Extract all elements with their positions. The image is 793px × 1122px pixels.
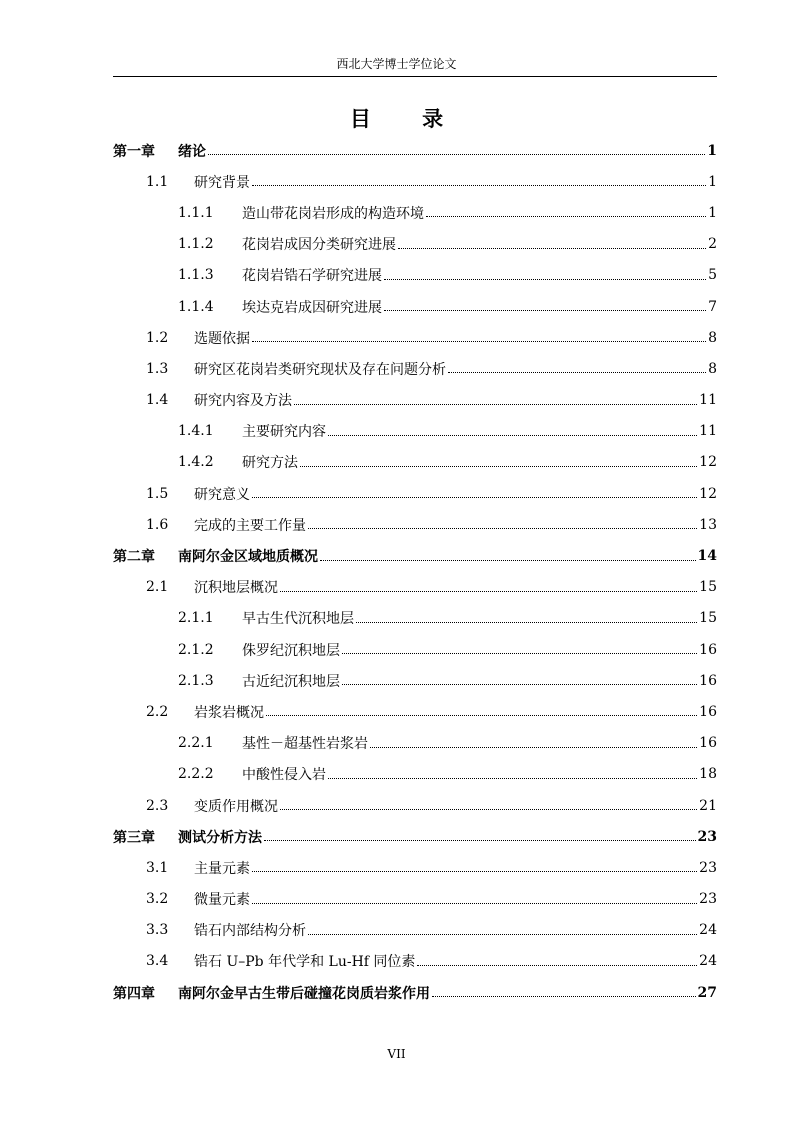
toc-entry-number: 3.1 <box>146 859 169 876</box>
toc-entry-page: 16 <box>699 641 717 658</box>
toc-entry-number: 1.1.2 <box>178 236 214 253</box>
toc-dot-leader <box>294 390 697 405</box>
toc-entry[interactable] <box>113 322 717 353</box>
toc-entry-page: 1 <box>708 173 717 190</box>
toc-dot-leader <box>252 327 706 342</box>
toc-entry-page: 16 <box>699 703 717 720</box>
toc-entry[interactable] <box>113 759 717 790</box>
toc-entry-number: 2.1.2 <box>178 641 214 658</box>
toc-entry[interactable] <box>113 977 717 1008</box>
toc-entry[interactable] <box>113 665 717 696</box>
toc-entry-page: 16 <box>699 735 717 752</box>
toc-entry[interactable] <box>113 197 717 228</box>
toc-entry-label: 主量元素 <box>194 860 250 877</box>
toc-entry-label: 古近纪沉积地层 <box>242 673 340 690</box>
toc-entry[interactable] <box>113 852 717 883</box>
toc-entry-page: 8 <box>708 329 717 346</box>
toc-entry-number: 第四章 <box>113 985 155 1002</box>
toc-dot-leader <box>300 452 697 467</box>
toc-entry[interactable] <box>113 447 717 478</box>
toc-entry[interactable] <box>113 790 717 821</box>
toc-entry-label: 南阿尔金早古生带后碰撞花岗质岩浆作用 <box>178 985 430 1002</box>
toc-entry-label: 变质作用概况 <box>194 798 278 815</box>
toc-dot-leader <box>398 234 706 249</box>
toc-entry-label: 侏罗纪沉积地层 <box>242 642 340 659</box>
toc-entry-number: 3.2 <box>146 891 169 908</box>
toc-entry-label: 锆石内部结构分析 <box>194 923 306 940</box>
toc-dot-leader <box>308 514 697 529</box>
toc-entry-number: 1.1.1 <box>178 204 214 221</box>
toc-entry[interactable] <box>113 728 717 759</box>
toc-dot-leader <box>426 202 706 217</box>
toc-dot-leader <box>252 889 697 904</box>
toc-entry-label: 选题依据 <box>194 330 250 347</box>
toc-dot-leader <box>417 951 697 966</box>
toc-dot-leader <box>280 577 697 592</box>
toc-dot-leader <box>280 795 697 810</box>
toc-entry[interactable] <box>113 634 717 665</box>
toc-entry-page: 16 <box>699 672 717 689</box>
toc-dot-leader <box>208 140 705 155</box>
toc-entry[interactable] <box>113 416 717 447</box>
toc-entry[interactable] <box>113 603 717 634</box>
toc-dot-leader <box>308 920 697 935</box>
toc-entry-number: 1.5 <box>146 485 169 502</box>
toc-entry-page: 23 <box>699 859 717 876</box>
toc-dot-leader <box>252 171 706 186</box>
toc-entry-number: 1.4.1 <box>178 423 214 440</box>
toc-entry-label: 测试分析方法 <box>178 829 262 846</box>
toc-entry-number: 1.1.4 <box>178 298 214 315</box>
toc-entry-page: 11 <box>699 423 717 440</box>
toc-dot-leader <box>252 857 697 872</box>
toc-entry[interactable] <box>113 385 717 416</box>
toc-entry-label: 研究内容及方法 <box>194 393 292 410</box>
toc-entry[interactable] <box>113 260 717 291</box>
toc-entry-page: 8 <box>708 360 717 377</box>
toc-entry-number: 1.4.2 <box>178 454 214 471</box>
toc-entry-page: 2 <box>708 236 717 253</box>
toc-entry-label: 早古生代沉积地层 <box>242 611 354 628</box>
toc-entry[interactable] <box>113 166 717 197</box>
toc-entry[interactable] <box>113 353 717 384</box>
toc-entry-number: 3.4 <box>146 953 169 970</box>
toc-dot-leader <box>384 265 706 280</box>
toc-entry-label: 研究背景 <box>194 174 250 191</box>
toc-entry[interactable] <box>113 509 717 540</box>
toc-entry-page: 23 <box>697 828 717 845</box>
toc-entry-number: 1.6 <box>146 516 169 533</box>
toc-entry-label: 埃达克岩成因研究进展 <box>242 299 382 316</box>
toc-entry-page: 12 <box>699 454 717 471</box>
toc-title: 目 录 <box>349 106 466 131</box>
toc-entry-number: 2.1.3 <box>178 672 214 689</box>
toc-entry-label: 研究意义 <box>194 486 250 503</box>
toc-entry-number: 1.3 <box>146 360 169 377</box>
toc-entry-number: 1.1 <box>146 173 169 190</box>
toc-dot-leader <box>328 764 697 779</box>
toc-entry[interactable] <box>113 915 717 946</box>
toc-entry[interactable] <box>113 946 717 977</box>
toc-entry-number: 3.3 <box>146 922 169 939</box>
toc-entry[interactable] <box>113 696 717 727</box>
toc-entry-label: 微量元素 <box>194 892 250 909</box>
toc-entry-label: 基性－超基性岩浆岩 <box>242 736 368 753</box>
page-number: VII <box>387 1047 406 1061</box>
toc-entry-page: 1 <box>707 142 717 159</box>
toc-entry-number: 2.1 <box>146 579 169 596</box>
toc-entry-number: 2.1.1 <box>178 610 214 627</box>
toc-dot-leader <box>328 421 697 436</box>
toc-entry-label: 南阿尔金区域地质概况 <box>178 549 318 566</box>
toc-dot-leader <box>448 358 706 373</box>
toc-entry-page: 15 <box>699 579 717 596</box>
toc-entry-number: 2.3 <box>146 797 169 814</box>
toc-entry-number: 1.1.3 <box>178 267 214 284</box>
toc-entry-number: 1.4 <box>146 392 169 409</box>
toc-entry[interactable] <box>113 540 717 571</box>
toc-dot-leader <box>370 733 697 748</box>
toc-entry-page: 7 <box>708 298 717 315</box>
toc-dot-leader <box>356 608 697 623</box>
toc-entry-page: 23 <box>699 891 717 908</box>
toc-entry[interactable] <box>113 821 717 852</box>
toc-entry[interactable] <box>113 572 717 603</box>
toc-entry-page: 1 <box>708 204 717 221</box>
toc-entry-page: 15 <box>699 610 717 627</box>
toc-entry-page: 14 <box>697 548 717 565</box>
toc-dot-leader <box>384 296 706 311</box>
toc-entry-label: 花岗岩成因分类研究进展 <box>242 237 396 254</box>
toc-entry-label: 造山带花岗岩形成的构造环境 <box>242 205 424 222</box>
toc-entry[interactable] <box>113 478 717 509</box>
header-rule <box>113 76 717 77</box>
toc-entry-label: 完成的主要工作量 <box>194 517 306 534</box>
toc-entry-page: 5 <box>708 267 717 284</box>
table-of-contents <box>113 135 717 1008</box>
toc-dot-leader <box>266 701 697 716</box>
toc-entry-label: 中酸性侵入岩 <box>242 767 326 784</box>
toc-dot-leader <box>320 546 696 561</box>
toc-entry-number: 第一章 <box>113 143 155 160</box>
toc-entry-label: 研究区花岗岩类研究现状及存在问题分析 <box>194 361 446 378</box>
toc-entry-number: 第二章 <box>113 549 155 566</box>
toc-entry-label: 绪论 <box>178 143 206 160</box>
toc-entry-page: 24 <box>699 953 717 970</box>
toc-dot-leader <box>342 670 697 685</box>
toc-entry-label: 研究方法 <box>242 455 298 472</box>
toc-entry-page: 12 <box>699 485 717 502</box>
toc-entry-label: 沉积地层概况 <box>194 580 278 597</box>
toc-entry-label: 主要研究内容 <box>242 424 326 441</box>
toc-entry-label: 岩浆岩概况 <box>194 704 264 721</box>
toc-entry[interactable] <box>113 135 717 166</box>
toc-dot-leader <box>252 483 697 498</box>
toc-entry-page: 18 <box>699 766 717 783</box>
toc-entry[interactable] <box>113 229 717 260</box>
toc-entry-number: 2.2 <box>146 703 169 720</box>
running-header: 西北大学博士学位论文 <box>336 57 457 71</box>
toc-entry-page: 21 <box>699 797 717 814</box>
toc-entry-page: 13 <box>699 516 717 533</box>
toc-entry-page: 27 <box>697 984 717 1001</box>
toc-entry-number: 1.2 <box>146 329 169 346</box>
toc-entry[interactable] <box>113 291 717 322</box>
toc-entry-label: 锆石 U–Pb 年代学和 Lu-Hf 同位素 <box>194 954 416 971</box>
toc-dot-leader <box>432 982 696 997</box>
toc-entry-number: 2.2.2 <box>178 766 214 783</box>
toc-dot-leader <box>342 639 697 654</box>
toc-entry-number: 2.2.1 <box>178 735 214 752</box>
toc-entry-page: 24 <box>699 922 717 939</box>
toc-entry[interactable] <box>113 884 717 915</box>
toc-entry-page: 11 <box>699 392 717 409</box>
toc-dot-leader <box>264 826 696 841</box>
toc-entry-number: 第三章 <box>113 829 155 846</box>
toc-entry-label: 花岗岩锆石学研究进展 <box>242 268 382 285</box>
